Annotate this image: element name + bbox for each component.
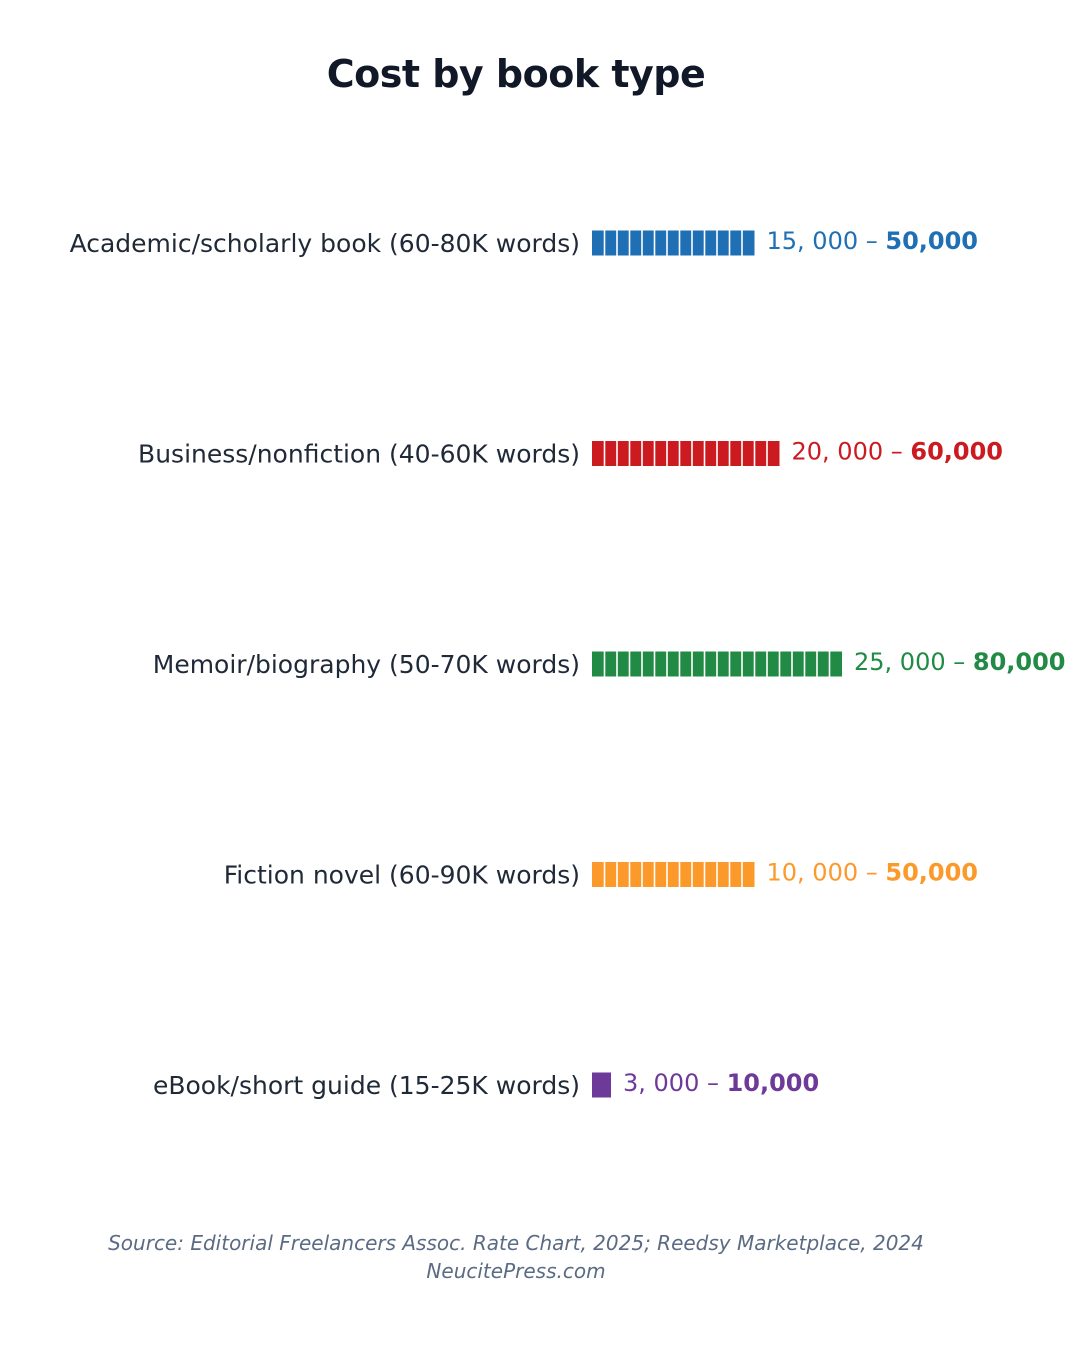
category-label: Business/nonfiction (40-60K words): [138, 439, 580, 469]
bar-block-separator: [641, 652, 643, 677]
bar-block-separator: [704, 652, 706, 677]
bar-block-separator: [629, 441, 631, 466]
bar-block-separator: [779, 652, 781, 677]
bar-block-separator: [741, 231, 743, 256]
value-label: [854, 648, 1066, 676]
bar-row: [224, 859, 978, 890]
bar-row: [70, 227, 978, 258]
bar-block-separator: [666, 441, 668, 466]
bar-block-separator: [829, 652, 831, 677]
value-label-low: 10, 000 –: [766, 858, 886, 887]
value-label-low: 25, 000 –: [854, 648, 973, 676]
value-label-low: 15, 000 –: [766, 227, 886, 255]
bar-block-separator: [666, 652, 668, 677]
bar-block-separator: [616, 862, 618, 887]
value-label-high: 10,000: [726, 1069, 820, 1097]
bar-block-separator: [766, 441, 768, 466]
bar: [592, 1073, 611, 1098]
category-label: Memoir/biography (50-70K words): [152, 650, 580, 679]
bar: [592, 441, 780, 466]
bar-block-separator: [604, 231, 606, 256]
bar-block-separator: [766, 652, 768, 677]
bar-block-separator: [704, 441, 706, 466]
bar-block-separator: [666, 862, 668, 887]
bar-block-separator: [654, 231, 656, 256]
bar-row: [138, 438, 1003, 469]
bar-block-separator: [679, 231, 681, 256]
bar-block-separator: [729, 652, 731, 677]
bar-block-separator: [729, 231, 731, 256]
bar-block-separator: [754, 652, 756, 677]
value-label-low: 20, 000 –: [791, 437, 911, 466]
value-label: [623, 1069, 819, 1097]
bar-block-separator: [804, 652, 806, 677]
bar-block-separator: [716, 231, 718, 256]
bar-block-separator: [741, 441, 743, 466]
value-label: [767, 227, 979, 255]
bar-block-separator: [691, 441, 693, 466]
bar-block-separator: [654, 441, 656, 466]
bar-block-separator: [604, 862, 606, 887]
value-label-high: 80,000: [972, 648, 1066, 676]
bar-block-separator: [741, 652, 743, 677]
bar-block-separator: [616, 652, 618, 677]
category-label: Academic/scholarly book (60-80K words): [69, 229, 580, 258]
bar-block-separator: [729, 441, 731, 466]
bar-block-separator: [616, 441, 618, 466]
value-label-low: 3, 000 –: [623, 1069, 727, 1097]
value-label-high: 50,000: [885, 858, 978, 887]
bar-block-separator: [629, 862, 631, 887]
bar-block-separator: [691, 231, 693, 256]
bar-block-separator: [604, 441, 606, 466]
bar-block-separator: [716, 862, 718, 887]
bar-block-separator: [679, 441, 681, 466]
bar-block-separator: [691, 652, 693, 677]
category-label: eBook/short guide (15-25K words): [152, 1071, 580, 1100]
bar-block-separator: [629, 231, 631, 256]
bar-block-separator: [741, 862, 743, 887]
category-label: Fiction novel (60-90K words): [223, 860, 580, 890]
bar-block-separator: [666, 231, 668, 256]
bar-block-separator: [704, 231, 706, 256]
bar-row: [153, 1069, 819, 1100]
bar-block-separator: [629, 652, 631, 677]
bar-block-separator: [791, 652, 793, 677]
source-note: Source: Editorial Freelancers Assoc. Rate Chart, 2025; Reedsy Marketplace, 2024: [108, 1231, 924, 1255]
bar-block-separator: [816, 652, 818, 677]
bar-block-separator: [679, 652, 681, 677]
bar-block-separator: [654, 862, 656, 887]
chart-title: Cost by book type: [326, 52, 706, 96]
value-label-high: 50,000: [885, 227, 978, 255]
bar-block-separator: [616, 231, 618, 256]
bar-block-separator: [604, 652, 606, 677]
bar-block-separator: [641, 231, 643, 256]
bar-block-separator: [641, 862, 643, 887]
bar-block-separator: [716, 652, 718, 677]
bar-block-separator: [654, 652, 656, 677]
bar-block-separator: [704, 862, 706, 887]
bar-block-separator: [729, 862, 731, 887]
bar-block-separator: [691, 862, 693, 887]
bar-block-separator: [754, 441, 756, 466]
value-label-high: 60,000: [910, 437, 1003, 466]
value-label: [767, 859, 979, 887]
bar-block-separator: [641, 441, 643, 466]
bar-block-separator: [716, 441, 718, 466]
source-site: NeucitePress.com: [426, 1259, 606, 1283]
bar-block-separator: [679, 862, 681, 887]
bar-row: [153, 648, 1066, 679]
value-label: [792, 438, 1004, 466]
